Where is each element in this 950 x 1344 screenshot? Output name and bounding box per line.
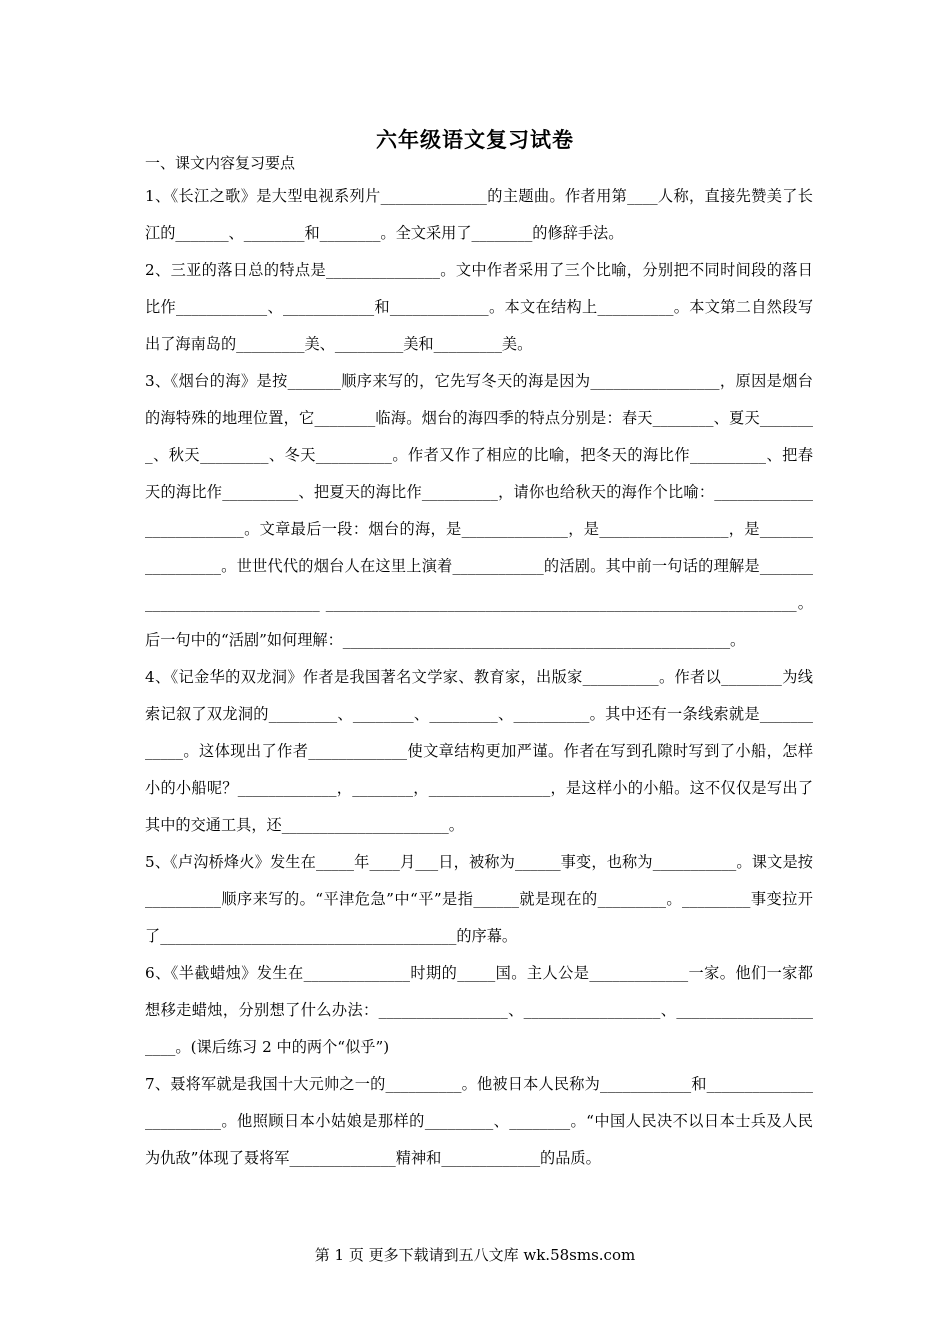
page-title: 六年级语文复习试卷 [376, 128, 574, 152]
question-5: 5、《卢沟桥烽火》发生在_____年____月___日，被称为______事变，也称为___________。课文是按__________顺序来写的。“平津危急”中“平”是指______就是现在的_________。_________事变拉开了_______________________________________的序幕。 [145, 853, 813, 945]
question-3: 3、《烟台的海》是按_______顺序来写的，它先写冬天的海是因为_________________，原因是烟台的海特殊的地理位置，它________临海。烟台的海四季的特点分别是：春天________、夏天________、秋天_________、冬天__________。作者又作了相应的比喻，把冬天的海比作__________、把春天的海比作__________、把夏天的海比作__________，请你也给秋天的海作个比喻：__________________________。文章最后一段：烟台的海，是______________，是_________________，是_________________。世世代代的烟台人在这里上演着____________的活剧。其中前一句话的理解是______________________________ ______________________________________________________________。后一句中的“活剧”如何理解：___________________________________________________。 [145, 372, 813, 649]
question-7: 7、聂将军就是我国十大元帅之一的__________。他被日本人民称为____________和________________________。他照顾日本小姑娘是那样的_________、________。“中国人民决不以日本士兵及人民为仇敌”体现了聂将军______________精神和_____________的品质。 [145, 1075, 813, 1167]
question-1: 1、《长江之歌》是大型电视系列片______________的主题曲。作者用第____人称，直接先赞美了长江的_______、________和________。全文采用了________的修辞手法。 [145, 187, 813, 242]
section-heading: 一、课文内容复习要点 [145, 154, 296, 172]
question-2: 2、三亚的落日总的特点是_______________。文中作者采用了三个比喻，分别把不同时间段的落日比作____________、____________和_____________。本文在结构上__________。本文第二自然段写出了海南岛的_________美、_________美和_________美。 [145, 261, 813, 353]
document-body [145, 150, 813, 1177]
page-footer: 第 1 页 更多下载请到五八文库 wk.58sms.com [314, 1246, 636, 1264]
question-6: 6、《半截蜡烛》发生在______________时期的_____国。主人公是_____________一家。他们一家都想移走蜡烛，分别想了什么办法：_________________、__________________、______________________。(课后练习 2 中的两个“似乎”) [145, 964, 813, 1056]
question-4: 4、《记金华的双龙洞》作者是我国著名文学家、教育家，出版家__________。作者以________为线索记叙了双龙洞的_________、________、_________、__________。其中还有一条线索就是____________。这体现出了作者_____________使文章结构更加严谨。作者在写到孔隙时写到了小船，怎样小的小船呢？_____________，________，________________，是这样小的小船。这不仅仅是写出了其中的交通工具，还______________________。 [145, 668, 813, 834]
